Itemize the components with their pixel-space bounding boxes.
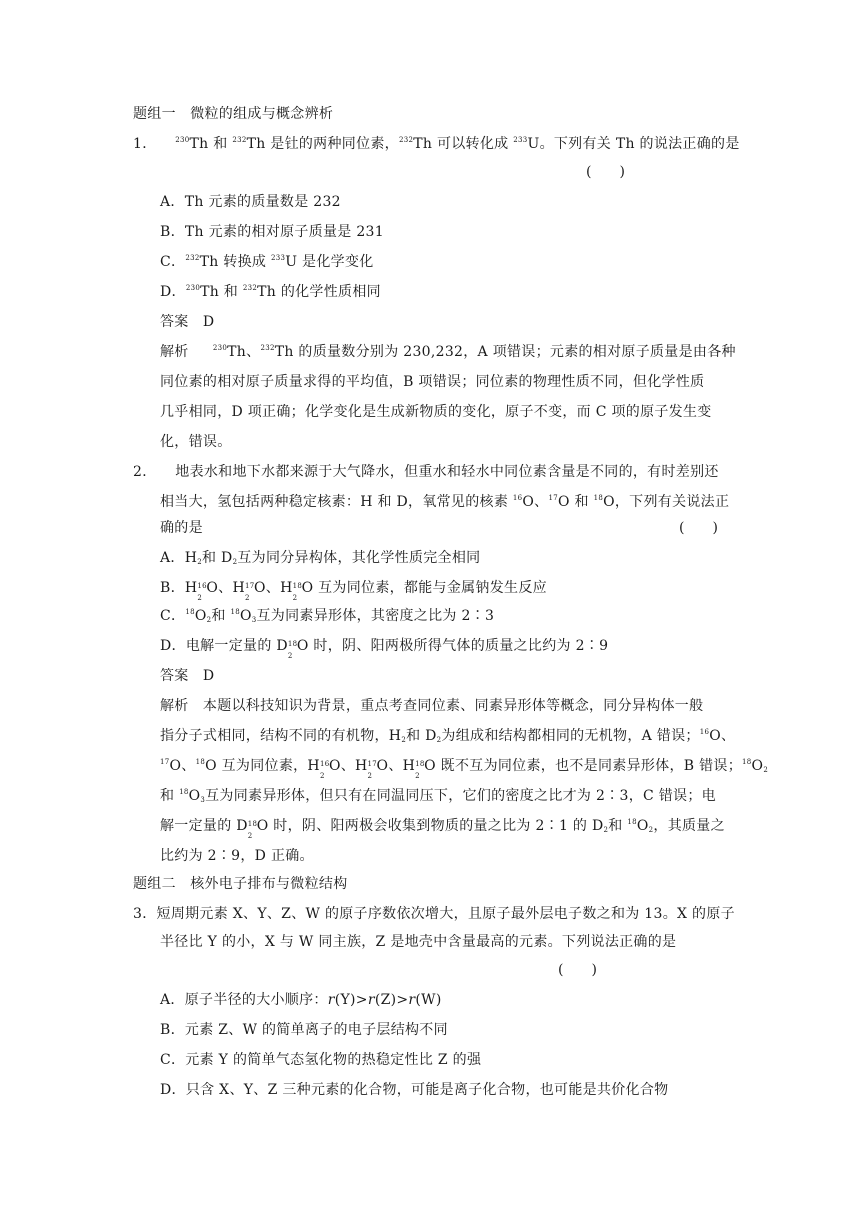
q1-option-c: C．$^{232}$Th 转换成 $^{233}$U 是化学变化 bbox=[160, 254, 374, 270]
q2-explanation-line-6: 比约为 2∶9，D 正确。 bbox=[160, 848, 314, 864]
q2-stem-line-2: 相当大，氢包括两种稳定核素：H 和 D，氧常见的核素 $^{16}$O、$^{17}$O 和 $^{18}$O，下列有关说法正 bbox=[160, 494, 730, 510]
q2-answer: 答案 D bbox=[160, 668, 215, 684]
q2-explanation-line-5: 解一定量的 D 18 2 O 时，阴、阳两极会收集到物质的量之比为 2∶1 的 $D_2$和 $^{18}O_2$，其质量之 bbox=[160, 818, 725, 840]
q2-stem-line-3: 确的是 bbox=[160, 520, 203, 536]
q1-stem: 1． $^{230}$Th 和 $^{232}$Th 是钍的两种同位素，$^{232}$Th 可以转化成 $^{233}$U。下列有关 Th 的说法正确的是 bbox=[133, 136, 740, 152]
q2-option-c: C．$^{18}O_2$和 $^{18}O_3$互为同素异形体，其密度之比为 2∶3 bbox=[160, 608, 495, 624]
group-title-1: 题组一 微粒的组成与概念辨析 bbox=[133, 106, 334, 122]
q2-explanation-line-4: 和 $^{18}O_3$互为同素异形体，但只有在同温同压下，它们的密度之比才为 2∶3，C 错误；电 bbox=[160, 788, 716, 804]
q2-stem-line-1: 2． 地表水和地下水都来源于大气降水，但重水和轻水中同位素含量是不同的，有时差别还 bbox=[133, 464, 719, 480]
q1-explanation-line-3: 几乎相同，D 项正确；化学变化是生成新物质的变化，原子不变，而 C 项的原子发生变 bbox=[160, 404, 712, 420]
q1-answer: 答案 D bbox=[160, 314, 215, 330]
q2-explanation-line-2: 指分子式相同，结构不同的有机物，$H_2$和 $D_2$为组成和结构都相同的无机物，A 错误；$^{16}$O、 bbox=[160, 728, 736, 744]
q3-option-b: B．元素 Z、W 的简单离子的电子层结构不同 bbox=[160, 1022, 448, 1038]
q2-answer-blank: ( ) bbox=[679, 520, 718, 536]
q2-explanation-line-1: 解析 本题以科技知识为背景，重点考查同位素、同素异形体等概念，同分异构体一般 bbox=[160, 698, 704, 714]
q3-option-a: A．原子半径的大小顺序：r(Y)>r(Z)>r(W) bbox=[160, 992, 442, 1008]
q3-stem-line-2: 半径比 Y 的小，X 与 W 同主族，Z 是地壳中含量最高的元素。下列说法正确的是 bbox=[160, 934, 677, 950]
group-title-2: 题组二 核外电子排布与微粒结构 bbox=[133, 876, 348, 892]
q3-answer-blank: ( ) bbox=[558, 962, 597, 978]
q2-number: 2． bbox=[133, 464, 157, 480]
q1-explanation-line-1: 解析 $^{230}$Th、$^{232}$Th 的质量数分别为 230,232，A 项错误；元素的相对原子质量是由各种 bbox=[160, 344, 736, 360]
q1-answer-blank: ( ) bbox=[586, 164, 625, 180]
q1-option-b: B．Th 元素的相对原子质量是 231 bbox=[160, 224, 384, 240]
q1-number: 1． bbox=[133, 136, 157, 152]
q1-option-a: A．Th 元素的质量数是 232 bbox=[160, 194, 341, 210]
q2-option-a: A．$H_2$和 $D_2$互为同分异构体，其化学性质完全相同 bbox=[160, 550, 481, 566]
q2-option-d: D．电解一定量的 D 18 2 O 时，阴、阳两极所得气体的质量之比约为 2∶9 bbox=[160, 638, 609, 660]
q1-option-d: D．$^{230}$Th 和 $^{232}$Th 的化学性质相同 bbox=[160, 284, 381, 300]
q3-option-d: D．只含 X、Y、Z 三种元素的化合物，可能是离子化合物，也可能是共价化合物 bbox=[160, 1082, 669, 1098]
q2-explanation-line-3: $^{17}$O、$^{18}$O 互为同位素，H 16 2 O、H 17 2 O、H 18 2 O 既不互为同位素，也不是同素异形体，B 错误；$^{18}O_2$ bbox=[160, 758, 769, 780]
q3-number: 3． bbox=[133, 906, 157, 922]
q2-option-b: B．H 16 2 O、H 17 2 O、H 18 2 O 互为同位素，都能与金属钠发生反应 bbox=[160, 580, 547, 602]
q3-stem-line-1: 3．短周期元素 X、Y、Z、W 的原子序数依次增大，且原子最外层电子数之和为 13。X 的原子 bbox=[133, 906, 735, 922]
q3-option-c: C．元素 Y 的简单气态氢化物的热稳定性比 Z 的强 bbox=[160, 1052, 482, 1068]
q1-explanation-line-2: 同位素的相对原子质量求得的平均值，B 项错误；同位素的物理性质不同，但化学性质 bbox=[160, 374, 705, 390]
q1-explanation-line-4: 化，错误。 bbox=[160, 434, 232, 450]
